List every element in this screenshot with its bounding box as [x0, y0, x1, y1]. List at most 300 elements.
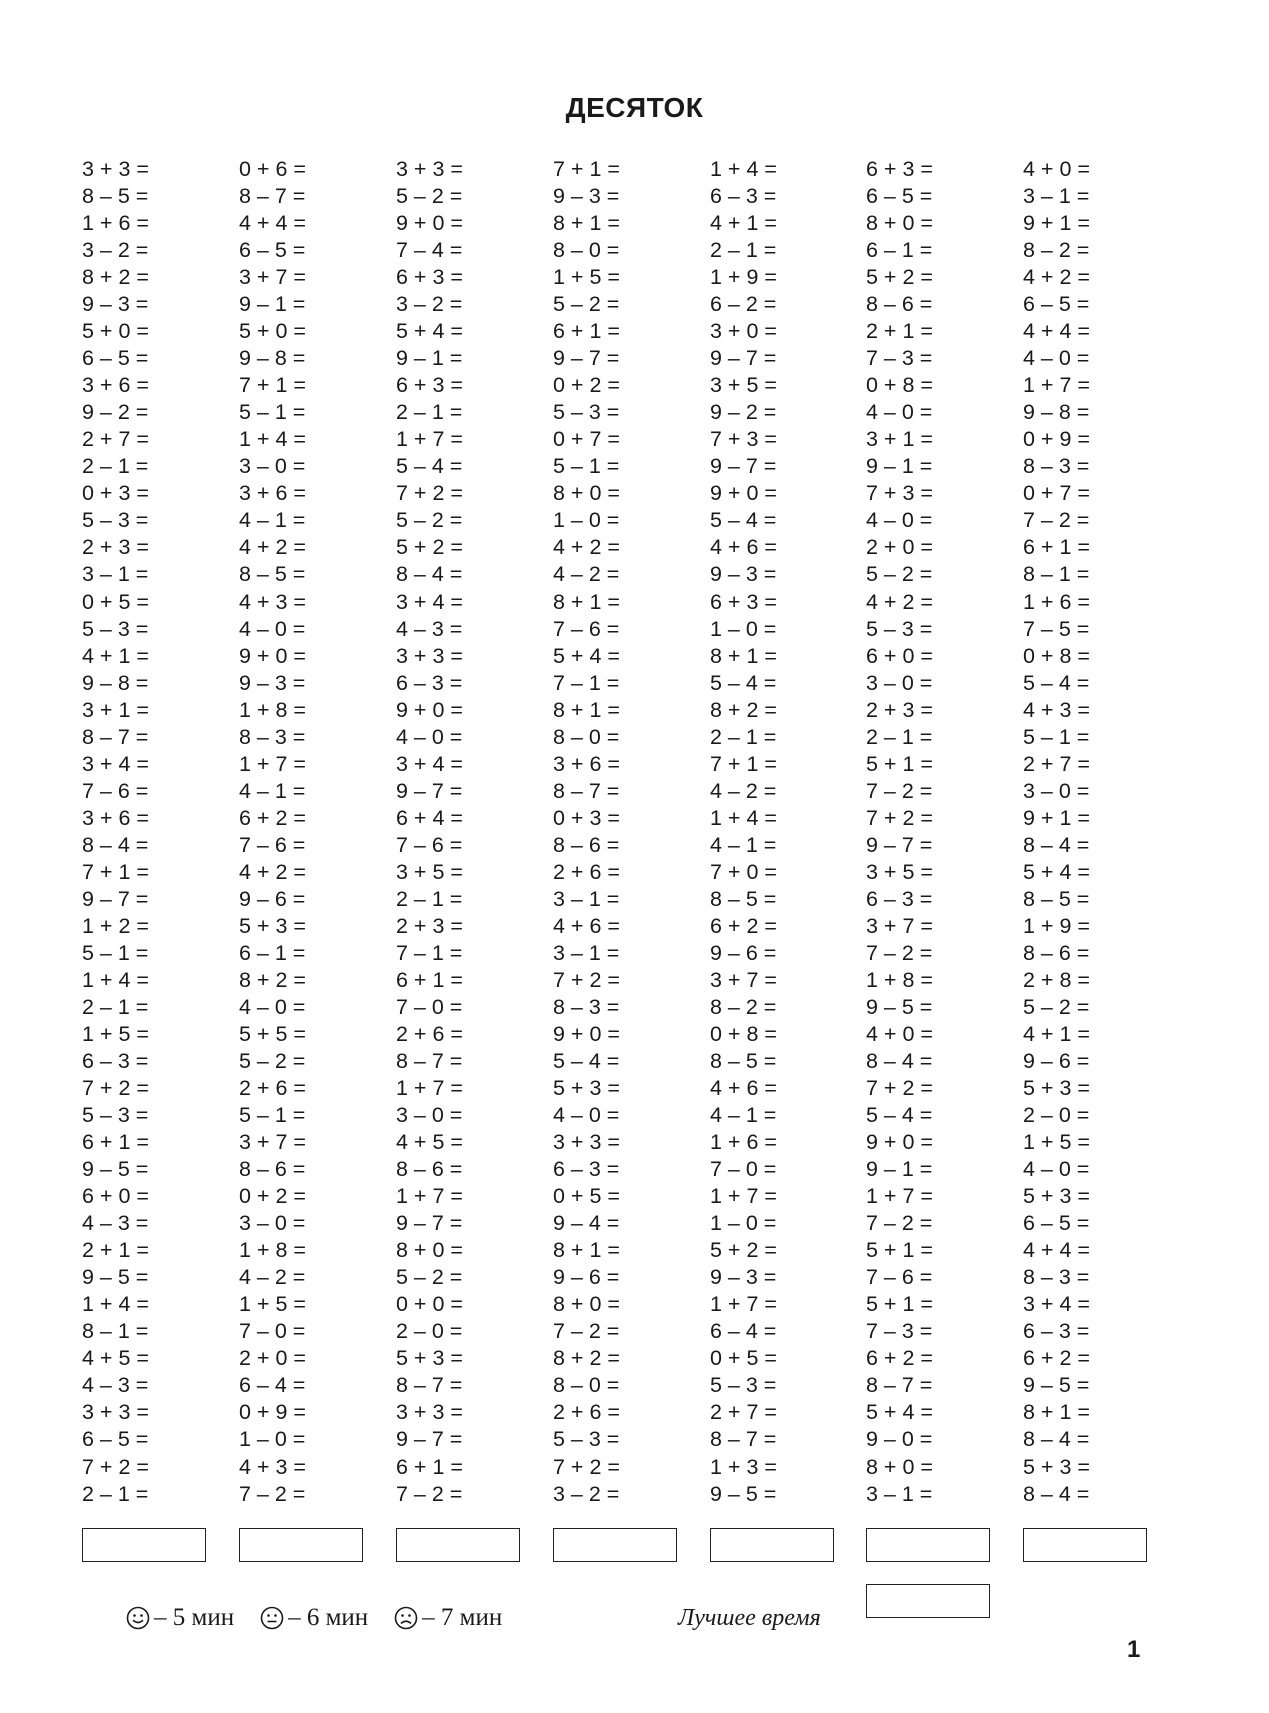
equation: 7 – 2 =: [553, 1319, 620, 1344]
equation: 5 + 3 =: [1023, 1454, 1090, 1479]
equation: 6 – 5 =: [866, 184, 933, 209]
equation: 5 + 4 =: [866, 1400, 933, 1425]
equation: 6 – 3 =: [553, 1157, 620, 1182]
equation: 7 – 2 =: [239, 1481, 306, 1506]
equation: 3 – 0 =: [239, 1211, 306, 1236]
equation: 4 + 2 =: [239, 859, 306, 884]
equation: 5 – 4 =: [553, 1049, 620, 1074]
equation: 3 + 6 =: [82, 805, 149, 830]
time-legend: [126, 1598, 528, 1638]
equation: 1 + 7 =: [866, 1184, 933, 1209]
equation: 0 + 7 =: [553, 427, 620, 452]
equation: 0 + 2 =: [553, 373, 620, 398]
equation: 6 + 2 =: [866, 1346, 933, 1371]
equation: 8 + 0 =: [866, 1454, 933, 1479]
equation: 3 + 4 =: [1023, 1292, 1090, 1317]
equation: 5 – 3 =: [553, 400, 620, 425]
equation: 3 – 1 =: [866, 1481, 933, 1506]
equation: 5 + 3 =: [396, 1346, 463, 1371]
equation: 1 + 4 =: [82, 967, 149, 992]
equation: 0 + 7 =: [1023, 481, 1090, 506]
equation: 8 – 6 =: [553, 832, 620, 857]
equation: 8 + 1 =: [553, 589, 620, 614]
equation: 3 + 3 =: [82, 1400, 149, 1425]
equation: 7 + 1 =: [710, 751, 777, 776]
equation: 4 – 1 =: [710, 1103, 777, 1128]
page-number: 1: [1127, 1636, 1141, 1663]
equation: 6 + 2 =: [239, 805, 306, 830]
equation: 9 – 7 =: [710, 346, 777, 371]
equation: 0 + 8 =: [1023, 643, 1090, 668]
equation: 4 + 3 =: [239, 1454, 306, 1479]
equation: 7 + 2 =: [82, 1076, 149, 1101]
equation: 4 – 0 =: [239, 616, 306, 641]
equation: 5 – 2 =: [396, 1265, 463, 1290]
equation: 5 – 3 =: [553, 1427, 620, 1452]
equation: 8 – 1 =: [1023, 562, 1090, 587]
equation: 3 – 0 =: [396, 1103, 463, 1128]
equation: 3 – 0 =: [1023, 778, 1090, 803]
equation: 6 – 1 =: [239, 940, 306, 965]
equation: 8 – 7 =: [82, 724, 149, 749]
equation: 4 – 2 =: [553, 562, 620, 587]
equation: 3 + 3 =: [396, 643, 463, 668]
equation: 4 + 1 =: [710, 211, 777, 236]
equation: 6 – 5 =: [1023, 292, 1090, 317]
equation: 6 – 3 =: [866, 886, 933, 911]
equation: 1 + 7 =: [396, 1184, 463, 1209]
equation: 5 – 1 =: [553, 454, 620, 479]
equation: 6 + 4 =: [396, 805, 463, 830]
equation: 3 + 5 =: [866, 859, 933, 884]
equation: 1 + 4 =: [239, 427, 306, 452]
equation: 4 + 6 =: [553, 913, 620, 938]
equation: 5 + 1 =: [866, 1238, 933, 1263]
equation: 8 – 4 =: [1023, 1427, 1090, 1452]
equation: 4 – 2 =: [710, 778, 777, 803]
equation: 1 – 0 =: [553, 508, 620, 533]
equation: 9 – 7 =: [396, 778, 463, 803]
equation: 7 – 1 =: [396, 940, 463, 965]
equation: 1 – 0 =: [239, 1427, 306, 1452]
equation: 9 + 1 =: [1023, 211, 1090, 236]
equation: 8 – 2 =: [710, 994, 777, 1019]
equation: 9 – 5 =: [710, 1481, 777, 1506]
equation: 3 – 2 =: [553, 1481, 620, 1506]
equation: 9 – 6 =: [553, 1265, 620, 1290]
equation: 0 + 5 =: [553, 1184, 620, 1209]
equation: 6 + 2 =: [1023, 1346, 1090, 1371]
equation: 8 – 6 =: [1023, 940, 1090, 965]
equation: 6 + 1 =: [82, 1130, 149, 1155]
equation: 7 + 2 =: [82, 1454, 149, 1479]
equation: 8 – 3 =: [1023, 454, 1090, 479]
equation: 3 + 1 =: [82, 697, 149, 722]
equation: 9 – 6 =: [710, 940, 777, 965]
equation: 8 – 7 =: [553, 778, 620, 803]
equation: 8 – 7 =: [396, 1049, 463, 1074]
equation: 3 + 7 =: [239, 265, 306, 290]
equation: 7 + 3 =: [710, 427, 777, 452]
equation: 6 + 1 =: [396, 1454, 463, 1479]
equation: 4 + 4 =: [1023, 319, 1090, 344]
equation: 7 – 3 =: [866, 1319, 933, 1344]
equation: 3 + 3 =: [82, 157, 149, 181]
equation: 9 – 3 =: [553, 184, 620, 209]
equation: 9 – 7 =: [396, 1211, 463, 1236]
equation: 0 + 5 =: [82, 589, 149, 614]
equation: 8 + 1 =: [1023, 1400, 1090, 1425]
equation: 2 – 1 =: [396, 400, 463, 425]
equation: 2 + 6 =: [396, 1022, 463, 1046]
equation: 5 – 4 =: [1023, 670, 1090, 695]
equation: 4 – 2 =: [239, 1265, 306, 1290]
equation: 3 – 0 =: [239, 454, 306, 479]
equation: 5 + 4 =: [1023, 859, 1090, 884]
equation: 7 + 2 =: [866, 805, 933, 830]
best-time-label: Лучшее время: [678, 1605, 821, 1631]
equation: 8 + 2 =: [553, 1346, 620, 1371]
legend-item-7min: [394, 1604, 502, 1632]
equation: 4 + 2 =: [553, 535, 620, 560]
equation: 9 + 0 =: [553, 1022, 620, 1046]
equation: 9 – 5 =: [82, 1157, 149, 1182]
equation: 3 + 7 =: [866, 913, 933, 938]
equation: 9 – 1 =: [866, 454, 933, 479]
equation: 3 + 3 =: [396, 157, 463, 181]
equation: 9 + 0 =: [239, 643, 306, 668]
legend-text-6min: – 6 мин: [288, 1604, 369, 1631]
equation: 5 + 1 =: [866, 1292, 933, 1317]
equation: 5 – 2 =: [396, 508, 463, 533]
equation: 4 – 3 =: [396, 616, 463, 641]
equation: 1 + 5 =: [553, 265, 620, 290]
equation: 6 – 2 =: [710, 292, 777, 317]
equation: 1 + 9 =: [710, 265, 777, 290]
equation: 3 + 4 =: [396, 751, 463, 776]
equation: 6 – 5 =: [82, 1427, 149, 1452]
equation: 5 – 3 =: [710, 1373, 777, 1398]
equation: 6 – 5 =: [1023, 1211, 1090, 1236]
equation: 6 + 0 =: [866, 643, 933, 668]
equation: 5 – 2 =: [239, 1049, 306, 1074]
equation: 4 + 6 =: [710, 1076, 777, 1101]
equation: 4 + 2 =: [866, 589, 933, 614]
equation: 9 – 3 =: [239, 670, 306, 695]
equation: 5 – 2 =: [866, 562, 933, 587]
equation: 7 + 0 =: [710, 859, 777, 884]
equation: 6 – 3 =: [710, 184, 777, 209]
equation: 9 – 0 =: [866, 1427, 933, 1452]
equation: 4 + 5 =: [396, 1130, 463, 1155]
equation: 3 – 1 =: [1023, 184, 1090, 209]
equation: 9 – 1 =: [396, 346, 463, 371]
equation: 6 – 4 =: [239, 1373, 306, 1398]
equation: 2 – 1 =: [710, 238, 777, 263]
equation: 0 + 2 =: [239, 1184, 306, 1209]
equation: 8 – 6 =: [866, 292, 933, 317]
equation: 2 – 1 =: [82, 994, 149, 1019]
equation: 6 – 5 =: [239, 238, 306, 263]
equation: 7 + 3 =: [866, 481, 933, 506]
equation: 1 + 8 =: [866, 967, 933, 992]
equation: 5 – 3 =: [82, 616, 149, 641]
equation: 5 + 0 =: [82, 319, 149, 344]
equation: 1 + 7 =: [1023, 373, 1090, 398]
equation: 2 + 7 =: [82, 427, 149, 452]
smiling-face-icon: [126, 1606, 150, 1630]
equation: 4 – 1 =: [239, 508, 306, 533]
equation: 2 + 1 =: [866, 319, 933, 344]
answer-box-1[interactable]: [82, 1528, 206, 1562]
neutral-face-icon: [260, 1606, 284, 1630]
equation: 3 – 2 =: [82, 238, 149, 263]
equation: 8 – 7 =: [396, 1373, 463, 1398]
equation: 1 + 5 =: [239, 1292, 306, 1317]
equation: 2 + 0 =: [866, 535, 933, 560]
equation: 4 + 2 =: [239, 535, 306, 560]
equation: 8 – 4 =: [866, 1049, 933, 1074]
equation: 2 – 0 =: [1023, 1103, 1090, 1128]
equation: 5 – 1 =: [239, 400, 306, 425]
exercise-column-7: [1023, 156, 1090, 1508]
equation: 8 – 5 =: [710, 1049, 777, 1074]
equation: 8 – 5 =: [1023, 886, 1090, 911]
answer-box-6[interactable]: [866, 1528, 990, 1562]
equation: 7 – 3 =: [866, 346, 933, 371]
equation: 9 – 2 =: [82, 400, 149, 425]
equation: 6 – 3 =: [396, 670, 463, 695]
equation: 6 + 0 =: [82, 1184, 149, 1209]
equation: 5 + 3 =: [1023, 1076, 1090, 1101]
equation: 0 + 0 =: [396, 1292, 463, 1317]
legend-text-7min: – 7 мин: [422, 1604, 503, 1631]
equation: 7 – 2 =: [1023, 508, 1090, 533]
equation: 9 – 7 =: [866, 832, 933, 857]
equation: 8 – 7 =: [239, 184, 306, 209]
equation: 1 + 3 =: [710, 1454, 777, 1479]
equation: 2 + 6 =: [553, 859, 620, 884]
equation: 9 – 8 =: [82, 670, 149, 695]
equation: 7 – 4 =: [396, 238, 463, 263]
equation: 4 – 0 =: [396, 724, 463, 749]
equation: 1 + 4 =: [710, 805, 777, 830]
equation: 9 – 5 =: [82, 1265, 149, 1290]
equation: 4 – 0 =: [239, 994, 306, 1019]
equation: 8 – 5 =: [239, 562, 306, 587]
equation: 8 – 1 =: [82, 1319, 149, 1344]
equation: 8 – 2 =: [1023, 238, 1090, 263]
equation: 9 – 7 =: [82, 886, 149, 911]
equation: 6 – 3 =: [1023, 1319, 1090, 1344]
equation: 6 – 3 =: [82, 1049, 149, 1074]
equation: 7 – 6 =: [866, 1265, 933, 1290]
equation: 6 + 3 =: [396, 265, 463, 290]
equation: 3 + 3 =: [396, 1400, 463, 1425]
equation: 8 + 2 =: [710, 697, 777, 722]
exercise-column-1: [82, 156, 149, 1508]
equation: 1 + 6 =: [82, 211, 149, 236]
equation: 3 + 7 =: [710, 967, 777, 992]
equation: 5 + 0 =: [239, 319, 306, 344]
legend-item-6min: [260, 1604, 368, 1632]
equation: 3 + 1 =: [866, 427, 933, 452]
equation: 8 + 1 =: [553, 211, 620, 236]
equation: 9 – 7 =: [396, 1427, 463, 1452]
equation: 9 + 1 =: [1023, 805, 1090, 830]
equation: 2 + 6 =: [239, 1076, 306, 1101]
equation: 7 – 0 =: [396, 994, 463, 1019]
legend-item-5min: [126, 1604, 234, 1632]
equation: 4 + 4 =: [239, 211, 306, 236]
equation: 4 – 1 =: [239, 778, 306, 803]
equation: 3 – 2 =: [396, 292, 463, 317]
equation: 5 + 3 =: [1023, 1184, 1090, 1209]
equation: 4 – 3 =: [82, 1373, 149, 1398]
equation: 4 + 0 =: [866, 1022, 933, 1046]
equation: 8 + 1 =: [553, 1238, 620, 1263]
equation: 7 + 1 =: [82, 859, 149, 884]
equation: 2 – 1 =: [82, 454, 149, 479]
equation: 9 – 4 =: [553, 1211, 620, 1236]
equation: 1 + 9 =: [1023, 913, 1090, 938]
equation: 6 + 1 =: [553, 319, 620, 344]
equation: 7 + 1 =: [239, 373, 306, 398]
equation: 2 + 0 =: [239, 1346, 306, 1371]
equation: 9 – 2 =: [710, 400, 777, 425]
equation: 6 – 1 =: [866, 238, 933, 263]
equation: 6 + 3 =: [710, 589, 777, 614]
equation: 6 + 1 =: [1023, 535, 1090, 560]
equation: 3 + 3 =: [553, 1130, 620, 1155]
equation: 1 + 7 =: [239, 751, 306, 776]
equation: 4 – 0 =: [866, 400, 933, 425]
equation: 1 + 8 =: [239, 1238, 306, 1263]
equation: 5 – 4 =: [396, 454, 463, 479]
equation: 2 + 6 =: [553, 1400, 620, 1425]
equation: 9 – 5 =: [1023, 1373, 1090, 1398]
equation: 2 + 7 =: [710, 1400, 777, 1425]
equation: 7 + 2 =: [553, 967, 620, 992]
equation: 0 + 9 =: [239, 1400, 306, 1425]
equation: 1 + 5 =: [1023, 1130, 1090, 1155]
equation: 5 – 4 =: [710, 670, 777, 695]
equation: 6 + 1 =: [396, 967, 463, 992]
equation: 2 + 7 =: [1023, 751, 1090, 776]
equation: 5 – 4 =: [866, 1103, 933, 1128]
equation: 8 – 7 =: [710, 1427, 777, 1452]
equation: 3 + 4 =: [396, 589, 463, 614]
equation: 2 – 1 =: [710, 724, 777, 749]
equation: 5 + 1 =: [866, 751, 933, 776]
equation: 4 – 0 =: [1023, 346, 1090, 371]
equation: 5 + 2 =: [710, 1238, 777, 1263]
equation: 1 + 7 =: [710, 1292, 777, 1317]
equation: 8 – 3 =: [1023, 1265, 1090, 1290]
answer-box-4[interactable]: [553, 1528, 677, 1562]
equation: 7 – 6 =: [553, 616, 620, 641]
equation: 2 + 3 =: [396, 913, 463, 938]
equation: 5 – 3 =: [82, 508, 149, 533]
equation: 2 + 3 =: [82, 535, 149, 560]
equation: 1 + 4 =: [710, 157, 777, 181]
equation: 9 + 0 =: [866, 1130, 933, 1155]
equation: 8 – 0 =: [553, 238, 620, 263]
equation: 6 – 5 =: [82, 346, 149, 371]
answer-box-2[interactable]: [239, 1528, 363, 1562]
equation: 0 + 6 =: [239, 157, 306, 181]
best-time-box[interactable]: [866, 1584, 990, 1618]
equation: 3 + 6 =: [239, 481, 306, 506]
equation: 5 + 2 =: [866, 265, 933, 290]
equation: 2 – 1 =: [396, 886, 463, 911]
equation: 9 – 7 =: [710, 454, 777, 479]
equation: 3 + 6 =: [82, 373, 149, 398]
equation: 4 – 0 =: [1023, 1157, 1090, 1182]
equation: 3 – 1 =: [553, 886, 620, 911]
equation: 5 – 1 =: [1023, 724, 1090, 749]
equation: 9 – 6 =: [239, 886, 306, 911]
exercise-column-2: [239, 156, 306, 1508]
equation: 0 + 5 =: [710, 1346, 777, 1371]
equation: 6 + 3 =: [396, 373, 463, 398]
equation: 8 – 5 =: [82, 184, 149, 209]
equation: 3 – 0 =: [866, 670, 933, 695]
equation: 0 + 3 =: [553, 805, 620, 830]
equation: 8 – 0 =: [553, 724, 620, 749]
equation: 9 + 0 =: [396, 211, 463, 236]
equation: 7 – 6 =: [82, 778, 149, 803]
equation: 4 + 4 =: [1023, 1238, 1090, 1263]
equation: 1 + 2 =: [82, 913, 149, 938]
equation: 9 – 8 =: [1023, 400, 1090, 425]
equation: 1 + 6 =: [710, 1130, 777, 1155]
equation: 3 – 1 =: [553, 940, 620, 965]
exercise-column-3: [396, 156, 463, 1508]
equation: 4 – 0 =: [553, 1103, 620, 1128]
equation: 8 – 6 =: [239, 1157, 306, 1182]
equation: 8 – 3 =: [239, 724, 306, 749]
equation: 7 – 2 =: [866, 940, 933, 965]
equation: 3 – 1 =: [82, 562, 149, 587]
equation: 3 + 5 =: [710, 373, 777, 398]
equation: 3 + 4 =: [82, 751, 149, 776]
equation: 9 – 1 =: [866, 1157, 933, 1182]
equation: 6 + 2 =: [710, 913, 777, 938]
equation: 9 – 1 =: [239, 292, 306, 317]
equation: 6 – 4 =: [710, 1319, 777, 1344]
equation: 7 – 0 =: [239, 1319, 306, 1344]
equation: 5 + 3 =: [553, 1076, 620, 1101]
answer-box-7[interactable]: [1023, 1528, 1147, 1562]
equation: 1 – 0 =: [710, 1211, 777, 1236]
equation: 8 – 4 =: [1023, 832, 1090, 857]
frowning-face-icon: [394, 1606, 418, 1630]
equation: 1 + 4 =: [82, 1292, 149, 1317]
answer-box-3[interactable]: [396, 1528, 520, 1562]
answer-box-5[interactable]: [710, 1528, 834, 1562]
equation: 8 + 0 =: [866, 211, 933, 236]
equation: 2 + 3 =: [866, 697, 933, 722]
equation: 6 + 3 =: [866, 157, 933, 181]
equation: 4 + 1 =: [1023, 1022, 1090, 1046]
exercise-column-5: [710, 156, 777, 1508]
equation: 3 + 6 =: [553, 751, 620, 776]
equation: 4 + 3 =: [1023, 697, 1090, 722]
equation: 7 + 2 =: [553, 1454, 620, 1479]
equation: 5 + 4 =: [396, 319, 463, 344]
equation: 9 – 3 =: [82, 292, 149, 317]
